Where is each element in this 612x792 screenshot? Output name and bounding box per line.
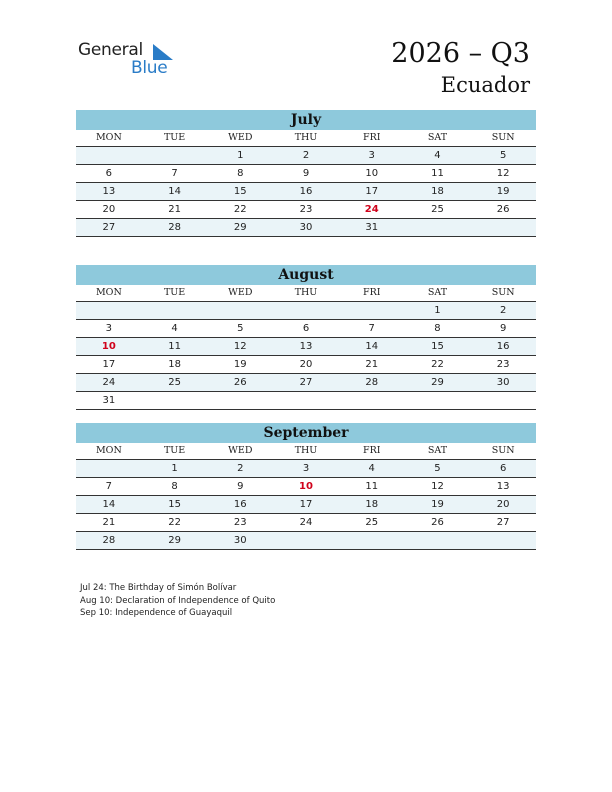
day-cell: 14 — [102, 499, 116, 510]
week-row — [76, 183, 536, 201]
day-cell — [142, 392, 208, 409]
day-cell: 29 — [168, 535, 181, 546]
day-cell — [470, 219, 536, 236]
day-cell: 18 — [168, 359, 181, 370]
day-cell: 1 — [237, 150, 244, 161]
day-cell: 13 — [299, 341, 313, 352]
holiday-notes — [80, 582, 275, 620]
weekday-label: THU — [294, 445, 318, 456]
day-cell: 27 — [299, 377, 313, 388]
week-row — [76, 392, 536, 410]
week-row — [76, 201, 536, 219]
week-row — [76, 532, 536, 550]
month-block-august — [76, 265, 536, 410]
day-cell — [405, 219, 471, 236]
page-title: 2026 – Q3 — [391, 38, 530, 69]
week-row — [76, 165, 536, 183]
day-cell: 11 — [431, 168, 444, 179]
day-cell: 22 — [168, 517, 181, 528]
day-cell: 17 — [102, 359, 116, 370]
day-cell: 1 — [434, 305, 441, 316]
weekday-label: TUE — [163, 287, 186, 298]
holiday-note: Aug 10: Declaration of Independence of Quito — [80, 595, 276, 606]
day-cell: 12 — [431, 481, 444, 492]
day-cell: 29 — [431, 377, 444, 388]
day-cell: 12 — [496, 168, 510, 179]
day-cell: 18 — [365, 499, 379, 510]
day-cell: 11 — [168, 341, 181, 352]
day-cell: 7 — [105, 481, 113, 492]
day-cell: 4 — [368, 463, 375, 474]
day-cell: 20 — [496, 499, 510, 510]
day-cell: 2 — [499, 305, 507, 316]
day-cell: 5 — [434, 463, 441, 474]
weekday-label: MON — [95, 445, 122, 456]
day-cell: 14 — [168, 186, 181, 197]
day-cell: 23 — [233, 517, 247, 528]
day-cell: 3 — [302, 463, 310, 474]
weekday-label: SUN — [491, 132, 515, 143]
week-row — [76, 356, 536, 374]
day-cell: 30 — [299, 222, 313, 233]
day-cell: 13 — [496, 481, 510, 492]
weekday-label: FRI — [362, 287, 381, 298]
day-cell: 13 — [102, 186, 116, 197]
day-cell — [273, 392, 339, 409]
day-cell: 24 — [299, 517, 313, 528]
weekday-label: FRI — [362, 445, 381, 456]
week-row — [76, 320, 536, 338]
day-cell: 3 — [368, 150, 375, 161]
holiday-note: Jul 24: The Birthday of Simón Bolívar — [80, 583, 237, 593]
day-cell: 25 — [168, 377, 181, 388]
day-cell: 8 — [171, 481, 178, 492]
day-cell — [142, 147, 208, 164]
day-cell — [76, 460, 142, 477]
day-cell: 21 — [168, 204, 181, 215]
day-cell: 31 — [365, 222, 379, 233]
day-cell: 19 — [496, 186, 510, 197]
day-cell: 26 — [233, 377, 247, 388]
month-block-september — [76, 423, 536, 550]
weekday-label: SUN — [491, 445, 515, 456]
day-cell: 26 — [431, 517, 444, 528]
holiday-day-cell: 10 — [101, 341, 116, 352]
day-cell: 15 — [431, 341, 444, 352]
day-cell: 7 — [368, 323, 375, 334]
week-row — [76, 147, 536, 165]
day-cell — [470, 392, 536, 409]
day-cell: 12 — [233, 341, 247, 352]
day-cell — [207, 392, 273, 409]
day-cell: 10 — [365, 168, 379, 179]
day-cell: 2 — [302, 150, 310, 161]
day-cell: 23 — [496, 359, 510, 370]
month-block-july — [76, 110, 536, 237]
weekday-header-row — [76, 285, 536, 302]
day-cell: 22 — [233, 204, 247, 215]
day-cell: 16 — [496, 341, 510, 352]
week-row — [76, 302, 536, 320]
day-cell: 6 — [302, 323, 310, 334]
month-title: September — [76, 423, 536, 443]
day-cell — [273, 532, 339, 549]
day-cell: 26 — [496, 204, 510, 215]
weekday-label: FRI — [362, 132, 381, 143]
day-cell: 17 — [365, 186, 379, 197]
day-cell — [339, 392, 405, 409]
week-row — [76, 374, 536, 392]
day-cell: 19 — [431, 499, 444, 510]
weekday-header-row — [76, 443, 536, 460]
weekday-label: THU — [294, 132, 318, 143]
day-cell: 14 — [365, 341, 379, 352]
weekday-label: SAT — [427, 445, 448, 456]
day-cell: 28 — [102, 535, 116, 546]
day-cell — [142, 302, 208, 319]
day-cell: 9 — [237, 481, 244, 492]
week-row — [76, 460, 536, 478]
day-cell: 20 — [299, 359, 313, 370]
day-cell — [76, 302, 142, 319]
day-cell: 22 — [431, 359, 444, 370]
day-cell: 25 — [365, 517, 379, 528]
day-cell: 16 — [233, 499, 247, 510]
generalblue-logo — [78, 40, 188, 80]
week-row — [76, 514, 536, 532]
day-cell: 8 — [434, 323, 441, 334]
day-cell: 6 — [105, 168, 113, 179]
weekday-label: MON — [95, 287, 122, 298]
day-cell: 3 — [105, 323, 113, 334]
day-cell: 5 — [499, 150, 507, 161]
day-cell — [470, 532, 536, 549]
day-cell: 8 — [237, 168, 244, 179]
weekday-label: THU — [294, 287, 318, 298]
day-cell: 29 — [233, 222, 247, 233]
weekday-label: SAT — [427, 132, 448, 143]
month-title: August — [76, 265, 536, 285]
day-cell: 28 — [168, 222, 181, 233]
weekday-label: TUE — [163, 132, 186, 143]
day-cell: 11 — [365, 481, 379, 492]
day-cell: 30 — [233, 535, 247, 546]
day-cell: 31 — [102, 395, 116, 406]
day-cell — [405, 532, 471, 549]
day-cell: 17 — [299, 499, 313, 510]
day-cell — [405, 392, 471, 409]
week-row — [76, 219, 536, 237]
day-cell — [273, 302, 339, 319]
day-cell — [339, 532, 405, 549]
day-cell — [339, 302, 405, 319]
month-title: July — [76, 110, 536, 130]
day-cell: 23 — [299, 204, 313, 215]
day-cell: 30 — [496, 377, 510, 388]
day-cell: 24 — [102, 377, 116, 388]
holiday-day-cell: 10 — [299, 481, 313, 492]
day-cell: 21 — [102, 517, 116, 528]
weekday-label: SAT — [427, 287, 448, 298]
day-cell: 5 — [237, 323, 244, 334]
day-cell: 9 — [499, 323, 507, 334]
day-cell: 6 — [499, 463, 507, 474]
week-row — [76, 478, 536, 496]
country-name: Ecuador — [440, 73, 530, 97]
day-cell: 18 — [431, 186, 444, 197]
logo-text-blue: Blue — [131, 58, 168, 78]
day-cell: 27 — [496, 517, 510, 528]
weekday-header-row — [76, 130, 536, 147]
week-row — [76, 338, 536, 356]
day-cell: 15 — [168, 499, 181, 510]
weekday-label: MON — [95, 132, 122, 143]
logo-text-general: General — [78, 40, 143, 60]
day-cell: 27 — [102, 222, 116, 233]
day-cell: 9 — [302, 168, 310, 179]
day-cell: 21 — [365, 359, 379, 370]
week-row — [76, 496, 536, 514]
weekday-label: WED — [228, 132, 253, 143]
weekday-label: TUE — [163, 445, 186, 456]
holiday-day-cell: 24 — [364, 204, 379, 215]
holiday-note: Sep 10: Independence of Guayaquil — [80, 608, 233, 618]
weekday-label: WED — [228, 445, 253, 456]
day-cell: 2 — [237, 463, 244, 474]
day-cell: 4 — [171, 323, 178, 334]
weekday-label: SUN — [491, 287, 515, 298]
day-cell: 15 — [233, 186, 247, 197]
day-cell — [76, 147, 142, 164]
day-cell: 19 — [233, 359, 247, 370]
weekday-label: WED — [228, 287, 253, 298]
day-cell — [207, 302, 273, 319]
day-cell: 25 — [431, 204, 444, 215]
day-cell: 7 — [171, 168, 178, 179]
day-cell: 16 — [299, 186, 313, 197]
day-cell: 20 — [102, 204, 116, 215]
day-cell: 4 — [434, 150, 441, 161]
day-cell: 1 — [171, 463, 178, 474]
day-cell: 28 — [365, 377, 379, 388]
